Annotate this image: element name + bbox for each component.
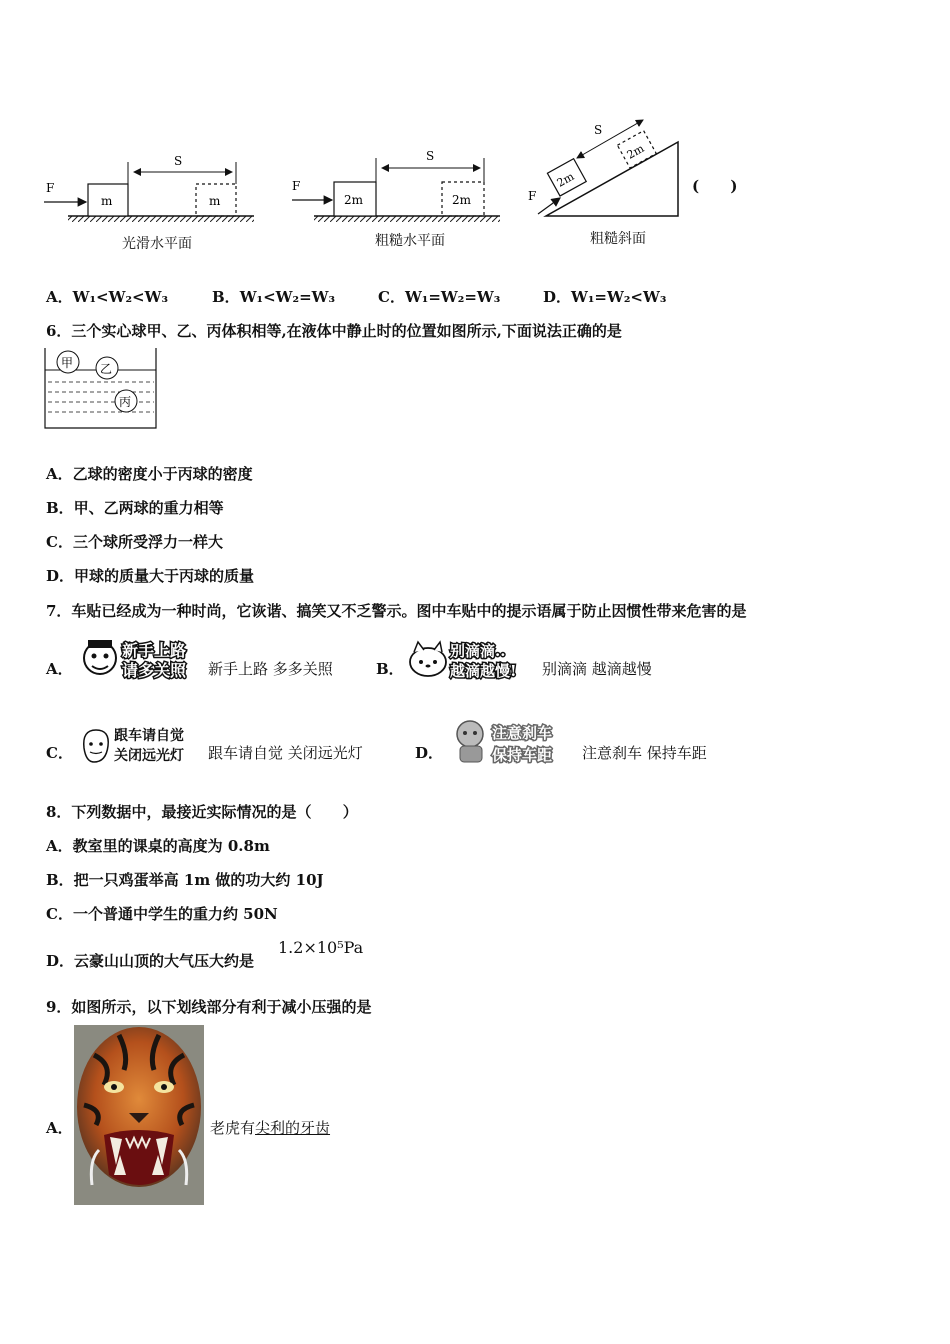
mass-label-1: m (101, 194, 113, 208)
svg-text:关闭远光灯: 关闭远光灯 (114, 748, 184, 764)
q7-option-c-letter: C． (46, 744, 73, 762)
caption-smooth-horizontal: 光滑水平面 (122, 236, 192, 252)
caption-rough-horizontal: 粗糙水平面 (375, 233, 445, 249)
q7-option-b-letter: B． (376, 660, 404, 678)
figure-rough-incline (528, 120, 678, 216)
svg-text:请多关照: 请多关照 (122, 661, 187, 680)
q5-option-a: A．W₁<W₂<W₃ (46, 288, 169, 306)
mass-label-1b: m (209, 194, 221, 208)
mass-label-3b: 2m (624, 141, 647, 162)
q9-stem: 9．如图所示，以下划线部分有利于减小压强的是 (46, 998, 372, 1016)
distance-label-1: S (174, 154, 183, 168)
q7-option-d-letter: D． (415, 744, 444, 762)
ball-jia: 甲 (61, 356, 74, 370)
mass-label-2: 2m (344, 193, 364, 207)
svg-text:越滴越慢!: 越滴越慢! (450, 662, 517, 680)
q6-option-a: A．乙球的密度小于丙球的密度 (46, 465, 253, 483)
distance-label-3: S (594, 123, 603, 137)
tiger-image (74, 1025, 204, 1205)
q7-option-a-text: 新手上路 多多关照 (208, 660, 333, 678)
q8-option-d: D．云豪山山顶的大气压大约是 (46, 952, 255, 970)
distance-label-2: S (426, 149, 435, 163)
caption-rough-incline: 粗糙斜面 (590, 231, 646, 247)
ball-bing: 丙 (119, 395, 132, 409)
q5-option-d: D．W₁=W₂<W₃ (543, 288, 667, 306)
q5-option-c: C．W₁=W₂=W₃ (378, 288, 501, 306)
q7-option-b-text: 别滴滴 越滴越慢 (542, 660, 652, 678)
q6-option-c: C．三个球所受浮力一样大 (46, 533, 223, 551)
svg-text:新手上路: 新手上路 (122, 641, 187, 660)
q8-formula: 1.2×10⁵Pa (278, 938, 364, 957)
q6-stem: 6．三个实心球甲、乙、丙体积相等,在液体中静止时的位置如图所示,下面说法正确的是 (46, 322, 622, 340)
sticker-no-honk (408, 638, 538, 682)
mass-label-2b: 2m (452, 193, 472, 207)
sticker-brake (452, 716, 576, 766)
ball-yi: 乙 (100, 362, 113, 376)
q8-option-a: A．教室里的课桌的高度为 0.8m (46, 837, 270, 855)
q7-option-a-letter: A． (46, 660, 73, 678)
q5-option-b: B．W₁<W₂=W₃ (212, 288, 336, 306)
q6-option-d: D．甲球的质量大于丙球的质量 (46, 567, 255, 585)
q6-liquid-figure (44, 348, 158, 430)
q8-option-c: C．一个普通中学生的重力约 50N (46, 905, 278, 923)
q8-stem: 8．下列数据中，最接近实际情况的是（ ） (46, 803, 358, 821)
force-label-1: F (46, 181, 55, 195)
mass-label-3: 2m (554, 169, 577, 190)
svg-text:注意刹车: 注意刹车 (492, 724, 553, 742)
svg-text:跟车请自觉: 跟车请自觉 (114, 728, 184, 744)
q6-option-b: B．甲、乙两球的重力相等 (46, 499, 224, 517)
sticker-high-beam (78, 722, 204, 766)
q7-option-d-text: 注意刹车 保持车距 (582, 744, 707, 762)
q9-option-a-letter: A． (46, 1119, 73, 1137)
q9-option-a-text: 老虎有尖利的牙齿 (210, 1119, 331, 1137)
q8-option-b: B．把一只鸡蛋举高 1m 做的功大约 10J (46, 871, 324, 889)
answer-bracket: ( ) (692, 177, 738, 195)
force-label-3: F (528, 189, 537, 203)
figure-rough-horizontal (292, 149, 500, 222)
force-label-2: F (292, 179, 301, 193)
q7-option-c-text: 跟车请自觉 关闭远光灯 (208, 744, 363, 762)
figure-smooth-horizontal (44, 154, 254, 222)
underlined-part: 尖利的牙齿 (255, 1119, 331, 1137)
sticker-newbie (82, 634, 202, 684)
svg-text:别滴滴..: 别滴滴.. (450, 642, 506, 660)
svg-text:保持车距: 保持车距 (492, 746, 553, 764)
q7-stem: 7．车贴已经成为一种时尚，它诙谐、搞笑又不乏警示。图中车贴中的提示语属于防止因惯性带来危害的是 (46, 602, 747, 620)
